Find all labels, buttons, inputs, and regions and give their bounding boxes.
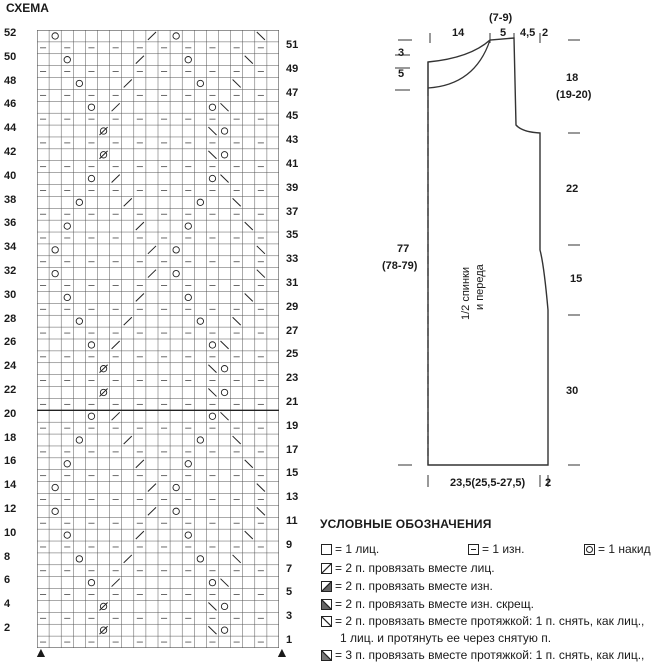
legend-item-purl: = 1 изн. xyxy=(468,542,525,556)
legend-title: УСЛОВНЫЕ ОБОЗНАЧЕНИЯ xyxy=(320,517,492,531)
segment-label-armhole: 2 xyxy=(542,27,549,39)
ssk-symbol xyxy=(257,270,265,278)
k2tog-symbol xyxy=(112,341,120,349)
yarn-over-symbol xyxy=(197,199,203,205)
yarn-over-symbol xyxy=(76,318,82,324)
k2tog-symbol xyxy=(124,80,132,88)
yarn-over-symbol xyxy=(209,579,215,585)
row-label-left: 2 xyxy=(4,622,11,634)
k2tog-symbol xyxy=(124,317,132,325)
segment-label-shoulder-inner: 5 xyxy=(500,27,507,39)
yarn-over-symbol xyxy=(197,318,203,324)
ssk-symbol xyxy=(245,531,253,539)
row-label-left: 28 xyxy=(4,312,17,325)
row-label-left: 20 xyxy=(4,407,17,420)
row-label-left: 38 xyxy=(4,193,17,206)
yarn-over-symbol xyxy=(197,556,203,562)
ssk-symbol xyxy=(257,32,265,40)
piece-name-line-2: и переда xyxy=(474,264,486,310)
row-label-right: 51 xyxy=(286,39,299,51)
yarn-over-symbol xyxy=(173,247,179,253)
row-label-left: 14 xyxy=(4,479,17,492)
row-label-left: 26 xyxy=(4,336,17,349)
yarn-over-symbol xyxy=(64,57,70,63)
neck-depth-label-1: 3 xyxy=(398,47,405,59)
yarn-over-symbol xyxy=(221,152,227,158)
row-label-left: 30 xyxy=(4,288,17,301)
side-segment-label-3: 30 xyxy=(566,385,579,397)
segment-label-shoulder: 4,5 xyxy=(520,27,536,39)
ssk-symbol xyxy=(208,365,216,373)
circle-square-icon xyxy=(584,544,595,555)
row-label-right: 37 xyxy=(286,205,299,218)
k2tog-symbol xyxy=(112,412,120,420)
yarn-over-symbol xyxy=(221,366,227,372)
double-backslash-square-icon xyxy=(321,650,332,661)
legend-item-ssk-continued: 1 лиц. и протянуть ее через снятую п. xyxy=(340,631,552,645)
ssk-symbol xyxy=(257,484,265,492)
yarn-over-symbol xyxy=(88,342,94,348)
k2tog-symbol xyxy=(112,103,120,111)
k2tog-symbol xyxy=(136,531,144,539)
yarn-over-symbol xyxy=(221,128,227,134)
ssk-symbol xyxy=(245,222,253,230)
yarn-over-symbol xyxy=(209,104,215,110)
row-label-left: 32 xyxy=(4,265,17,277)
slash-filled-square-icon xyxy=(321,581,332,592)
backslash-square-icon xyxy=(321,616,332,627)
k2tog-symbol xyxy=(136,293,144,301)
yarn-over-symbol xyxy=(185,57,191,63)
yarn-over-symbol xyxy=(221,603,227,609)
yarn-over-symbol xyxy=(64,294,70,300)
neck-depth-label-2: 5 xyxy=(398,68,405,80)
legend-item-p2tog-tbl: = 2 п. провязать вместе изн. скрещ. xyxy=(321,597,534,611)
knitting-chart-grid xyxy=(37,30,279,648)
row-label-right: 43 xyxy=(286,134,299,147)
yarn-over-symbol xyxy=(64,461,70,467)
row-label-left: 24 xyxy=(4,360,17,373)
yarn-over-symbol xyxy=(88,413,94,419)
row-label-right: 49 xyxy=(286,62,299,75)
k2tog-symbol xyxy=(112,579,120,587)
yarn-over-symbol xyxy=(52,33,58,39)
legend-item-ssk: = 2 п. провязать вместе протяжкой: 1 п. снять, как лиц., xyxy=(321,614,644,628)
yarn-over-symbol xyxy=(197,80,203,86)
ssk-symbol xyxy=(245,460,253,468)
row-label-left: 34 xyxy=(4,241,17,254)
yarn-over-symbol xyxy=(76,437,82,443)
yarn-over-symbol xyxy=(76,199,82,205)
yarn-over-symbol xyxy=(221,389,227,395)
row-label-right: 23 xyxy=(286,372,299,385)
k2tog-symbol xyxy=(148,507,156,515)
yarn-over-symbol xyxy=(185,532,191,538)
yarn-over-symbol xyxy=(209,413,215,419)
row-label-left: 10 xyxy=(4,526,17,539)
garment-pattern-schematic xyxy=(390,10,590,500)
legend-item-sk2p: = 3 п. провязать вместе протяжкой: 1 п. снять, как лиц., xyxy=(321,648,644,662)
k2tog-symbol xyxy=(136,460,144,468)
side-segment-label-1: 22 xyxy=(566,183,579,195)
ssk-symbol xyxy=(233,80,241,88)
row-label-left: 48 xyxy=(4,74,17,87)
row-label-left: 52 xyxy=(4,27,17,39)
row-label-right: 21 xyxy=(286,396,299,408)
dash-square-icon xyxy=(468,544,479,555)
ssk-symbol xyxy=(208,151,216,159)
legend-item-yarn-over: = 1 накид xyxy=(584,542,651,556)
yarn-over-symbol xyxy=(173,484,179,490)
row-label-right: 1 xyxy=(286,634,293,646)
row-label-left: 12 xyxy=(4,503,17,515)
ssk-symbol xyxy=(221,341,229,349)
slash-crossed-square-icon xyxy=(321,599,332,610)
row-label-right: 31 xyxy=(286,277,299,289)
armhole-depth-label: 18 xyxy=(566,72,579,84)
ssk-symbol xyxy=(245,56,253,64)
yarn-over-symbol xyxy=(221,627,227,633)
yarn-over-symbol xyxy=(52,247,58,253)
armhole-depth-alt-label: (19-20) xyxy=(556,89,592,101)
row-label-right: 19 xyxy=(286,419,299,432)
row-label-left: 36 xyxy=(4,217,17,230)
neck-size-label: (7-9) xyxy=(489,12,513,24)
ssk-symbol xyxy=(233,555,241,563)
blank-square-icon xyxy=(321,544,332,555)
ssk-symbol xyxy=(233,198,241,206)
row-label-left: 44 xyxy=(4,122,17,135)
k2tog-symbol xyxy=(136,222,144,230)
yarn-over-symbol xyxy=(185,294,191,300)
yarn-over-symbol xyxy=(185,461,191,467)
yarn-over-symbol xyxy=(52,508,58,514)
yarn-over-symbol xyxy=(209,342,215,348)
ssk-symbol xyxy=(221,412,229,420)
ssk-symbol xyxy=(208,389,216,397)
yarn-over-symbol xyxy=(173,33,179,39)
row-label-right: 7 xyxy=(286,562,293,575)
ssk-symbol xyxy=(208,626,216,634)
bottom-right-label: 2 xyxy=(545,477,552,489)
k2tog-symbol xyxy=(136,56,144,64)
row-label-right: 47 xyxy=(286,86,299,99)
row-label-left: 4 xyxy=(4,598,11,611)
k2tog-symbol xyxy=(148,484,156,492)
row-label-left: 22 xyxy=(4,384,17,396)
k2tog-symbol xyxy=(148,246,156,254)
ssk-symbol xyxy=(221,103,229,111)
side-segment-label-2: 15 xyxy=(570,273,583,285)
row-label-right: 27 xyxy=(286,324,299,337)
row-label-right: 9 xyxy=(286,538,293,551)
row-label-left: 40 xyxy=(4,169,17,182)
row-label-right: 41 xyxy=(286,158,299,170)
yarn-over-symbol xyxy=(88,104,94,110)
ssk-symbol xyxy=(221,579,229,587)
yarn-over-symbol xyxy=(173,270,179,276)
bottom-width-label: 23,5(25,5-27,5) xyxy=(450,477,526,489)
yarn-over-symbol xyxy=(185,223,191,229)
yarn-over-symbol xyxy=(209,175,215,181)
row-label-right: 25 xyxy=(286,348,299,361)
row-label-left: 6 xyxy=(4,574,11,587)
chart-title: СХЕМА xyxy=(6,1,49,15)
k2tog-symbol xyxy=(112,175,120,183)
piece-name-line-1: 1/2 спинки xyxy=(460,267,472,320)
garment-outline xyxy=(428,38,548,465)
yarn-over-symbol xyxy=(88,175,94,181)
start-arrow-left-icon: ▲ xyxy=(34,644,48,660)
row-label-right: 17 xyxy=(286,443,299,456)
yarn-over-symbol xyxy=(197,437,203,443)
k2tog-symbol xyxy=(124,555,132,563)
k2tog-symbol xyxy=(124,436,132,444)
yarn-over-symbol xyxy=(88,579,94,585)
legend-item-knit: = 1 лиц. xyxy=(321,542,379,556)
ssk-symbol xyxy=(245,293,253,301)
ssk-symbol xyxy=(257,507,265,515)
legend-item-k2tog: = 2 п. провязать вместе лиц. xyxy=(321,561,495,575)
ssk-symbol xyxy=(208,127,216,135)
row-label-right: 33 xyxy=(286,253,299,266)
ssk-symbol xyxy=(208,602,216,610)
ssk-symbol xyxy=(233,436,241,444)
row-label-right: 3 xyxy=(286,610,293,623)
k2tog-symbol xyxy=(148,270,156,278)
k2tog-symbol xyxy=(148,32,156,40)
piece-name-label xyxy=(459,200,487,320)
row-label-left: 16 xyxy=(4,455,17,468)
start-arrow-right-icon: ▲ xyxy=(275,644,289,660)
yarn-over-symbol xyxy=(64,532,70,538)
ssk-symbol xyxy=(221,175,229,183)
slash-square-icon xyxy=(321,563,332,574)
ssk-symbol xyxy=(233,317,241,325)
row-label-right: 5 xyxy=(286,586,293,599)
row-label-left: 8 xyxy=(4,550,11,563)
yarn-over-symbol xyxy=(173,508,179,514)
row-label-right: 35 xyxy=(286,229,299,242)
total-length-alt-label: (78-79) xyxy=(382,260,418,272)
yarn-over-symbol xyxy=(76,80,82,86)
row-label-right: 29 xyxy=(286,300,299,313)
row-label-left: 50 xyxy=(4,50,17,63)
yarn-over-symbol xyxy=(76,556,82,562)
row-label-right: 15 xyxy=(286,467,299,480)
row-label-right: 11 xyxy=(286,515,298,527)
row-label-left: 18 xyxy=(4,431,17,444)
row-label-left: 46 xyxy=(4,98,17,111)
row-label-right: 13 xyxy=(286,491,299,504)
total-length-label: 77 xyxy=(397,243,410,255)
row-label-right: 39 xyxy=(286,181,299,194)
legend-item-p2tog: = 2 п. провязать вместе изн. xyxy=(321,579,493,593)
segment-label-neck-width: 14 xyxy=(452,27,465,39)
yarn-over-symbol xyxy=(52,270,58,276)
yarn-over-symbol xyxy=(52,484,58,490)
ssk-symbol xyxy=(257,246,265,254)
row-label-left: 42 xyxy=(4,146,17,158)
k2tog-symbol xyxy=(124,198,132,206)
row-label-right: 45 xyxy=(286,110,299,123)
yarn-over-symbol xyxy=(64,223,70,229)
